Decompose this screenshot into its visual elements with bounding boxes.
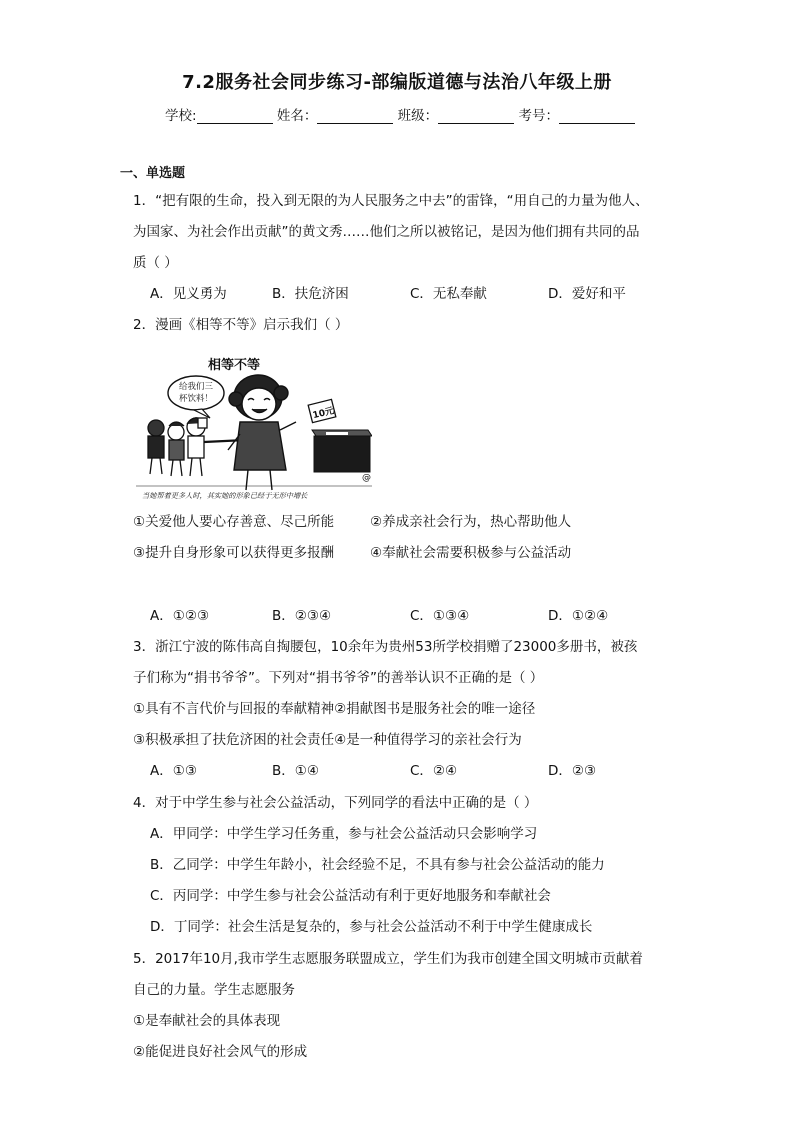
q1-line3: 质（ ） [133,255,178,271]
donation-box [312,430,372,472]
q5-line1: 5．2017年10月,我市学生志愿服务联盟成立，学生们为我市创建全国文明城市贡献着 [133,951,643,967]
q1-line1: 1．“把有限的生命，投入到无限的为人民服务之中去”的雷锋，“用自己的力量为他人、 [133,193,649,209]
q3-option-d[interactable]: D．②③ [548,763,597,779]
cartoon-illustration [136,352,372,502]
student-info-line [165,104,635,124]
q2-statement-2: ②养成亲社会行为，热心帮助他人 [370,514,572,530]
artist-mark: @ [362,473,371,483]
q1-option-d[interactable]: D．爱好和平 [548,286,626,302]
school-label: 学校: [165,108,197,124]
q3-option-c[interactable]: C．②④ [410,763,458,779]
cartoon-caption: 当她帮着更多人时，其实她的形象已经于无形中增长 [142,491,308,500]
q4-stem: 4．对于中学生参与社会公益活动，下列同学的看法中正确的是（ ） [133,795,538,811]
name-label: 姓名： [276,108,318,124]
q5-statement-1: ①是奉献社会的具体表现 [133,1013,281,1029]
q1-option-b[interactable]: B．扶危济困 [272,286,349,302]
q2-statement-3: ③提升自身形象可以获得更多报酬 [133,545,335,561]
speech-text-2: 杯饮料！ [179,394,214,404]
q1-line2: 为国家、为社会作出贡献”的黄文秀……他们之所以被铭记，是因为他们拥有共同的品 [133,224,640,240]
money-sign-text: 10元 [311,406,336,422]
q2-option-b[interactable]: B．②③④ [272,608,332,624]
q2-option-a[interactable]: A．①②③ [150,608,210,624]
q5-statement-2: ②能促进良好社会风气的形成 [133,1044,308,1060]
school-blank[interactable] [197,110,273,124]
q4-option-d[interactable]: D．丁同学：社会生活是复杂的，参与社会公益活动不利于中学生健康成长 [150,919,593,935]
class-blank[interactable] [438,110,514,124]
q2-stem: 2．漫画《相等不等》启示我们（ ） [133,317,349,333]
q3-option-a[interactable]: A．①③ [150,763,197,779]
name-blank[interactable] [317,110,393,124]
q3-option-b[interactable]: B．①④ [272,763,319,779]
q4-option-c[interactable]: C．丙同学：中学生参与社会公益活动有利于更好地服务和奉献社会 [150,888,551,904]
q4-option-a[interactable]: A．甲同学：中学生学习任务重，参与社会公益活动只会影响学习 [150,826,538,842]
number-label: 考号： [518,108,559,124]
q2-option-c[interactable]: C．①③④ [410,608,470,624]
q3-line1: 3．浙江宁波的陈伟高自掏腰包，10余年为贵州53所学校捐赠了23000多册书，被孩 [133,639,638,655]
q3-line2: 子们称为“捐书爷爷”。下列对“捐书爷爷”的善举认识不正确的是（ ） [133,670,544,686]
q3-statements-12: ①具有不言代价与回报的奉献精神②捐献图书是服务社会的唯一途径 [133,701,536,717]
q1-option-a[interactable]: A．见义勇为 [150,286,227,302]
q3-statements-34: ③积极承担了扶危济困的社会责任④是一种值得学习的亲社会行为 [133,732,522,748]
cartoon-title: 相等不等 [208,358,261,373]
q5-line2: 自己的力量。学生志愿服务 [133,982,295,998]
q1-option-c[interactable]: C．无私奉献 [410,286,487,302]
number-blank[interactable] [559,110,635,124]
speech-text-1: 给我们三 [179,382,214,392]
q2-option-d[interactable]: D．①②④ [548,608,609,624]
class-label: 班级： [397,108,439,124]
q4-option-b[interactable]: B．乙同学：中学生年龄小，社会经验不足，不具有参与社会公益活动的能力 [150,857,605,873]
section-heading: 一、单选题 [120,166,186,181]
q2-statement-1: ①关爱他人要心存善意、尽己所能 [133,514,335,530]
page-title: 7.2服务社会同步练习-部编版道德与法治八年级上册 [182,72,612,93]
q2-statement-4: ④奉献社会需要积极参与公益活动 [370,545,572,561]
